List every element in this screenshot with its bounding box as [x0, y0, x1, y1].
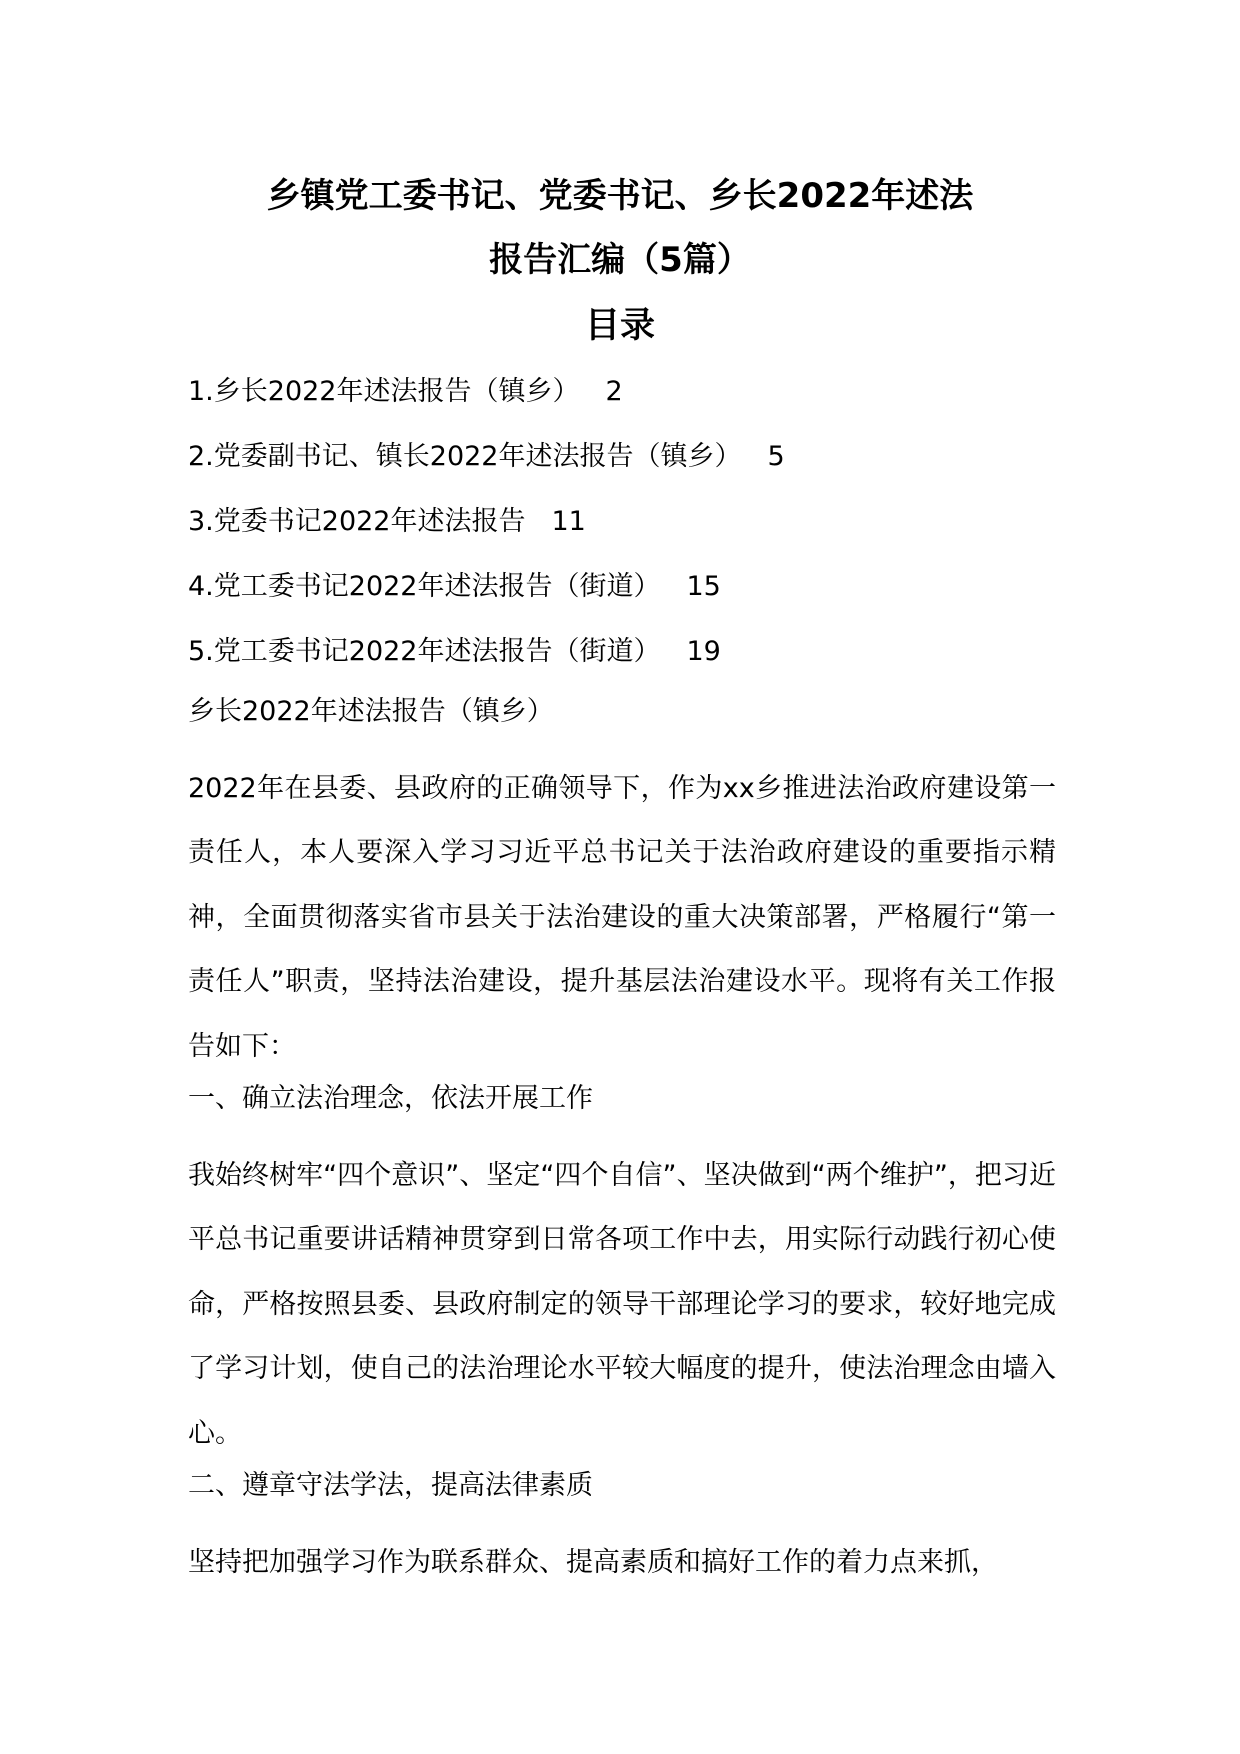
intro-paragraph: 2022年在县委、县政府的正确领导下，作为xx乡推进法治政府建设第一责任人，本人要深入学习习近平总书记关于法治政府建设的重要指示精神，全面贯彻落实省市县关于法治建设的重大决策部署，严格履行“第一责任人”职责，坚持法治建设，提升基层法治建设水平。现将有关工作报告如下： [188, 772, 1056, 1062]
report-body [188, 692, 1068, 1595]
toc-item-page: 11 [551, 506, 586, 537]
toc-item[interactable] [188, 372, 785, 437]
document-title-line-1: 乡镇党工委书记、党委书记、乡长2022年述法 [266, 176, 974, 216]
toc-item[interactable] [188, 567, 785, 632]
toc-item-label: 1.乡长2022年述法报告（镇乡） [188, 376, 580, 407]
section-paragraph: 坚持把加强学习作为联系群众、提高素质和搞好工作的着力点来抓， [188, 1546, 998, 1578]
toc-item-label: 5.党工委书记2022年述法报告（街道） [188, 636, 661, 667]
toc-item[interactable] [188, 437, 785, 502]
toc-item-page: 15 [686, 571, 721, 602]
table-of-contents [188, 372, 785, 697]
toc-heading: 目录 [584, 306, 655, 346]
toc-item-label: 2.党委副书记、镇长2022年述法报告（镇乡） [188, 441, 742, 472]
toc-item[interactable] [188, 502, 785, 567]
section-heading: 二、遵章守法学法，提高法律素质 [188, 1470, 593, 1501]
toc-item-page: 5 [767, 441, 785, 472]
toc-item-label: 3.党委书记2022年述法报告 [188, 506, 526, 537]
report-title: 乡长2022年述法报告（镇乡） [188, 696, 554, 727]
toc-item[interactable] [188, 632, 785, 697]
toc-item-page: 2 [605, 376, 623, 407]
section-paragraph: 我始终树牢“四个意识”、坚定“四个自信”、坚决做到“两个维护”，把习近平总书记重要讲话精神贯穿到日常各项工作中去，用实际行动践行初心使命，严格按照县委、县政府制定的领导干部理论学习的要求，较好地完成了学习计划，使自己的法治理论水平较大幅度的提升，使法治理念由墙入心。 [188, 1159, 1056, 1449]
toc-item-page: 19 [686, 636, 721, 667]
section-heading: 一、确立法治理念，依法开展工作 [188, 1083, 593, 1114]
toc-item-label: 4.党工委书记2022年述法报告（街道） [188, 571, 661, 602]
document-title-line-2: 报告汇编（5篇） [489, 240, 751, 280]
